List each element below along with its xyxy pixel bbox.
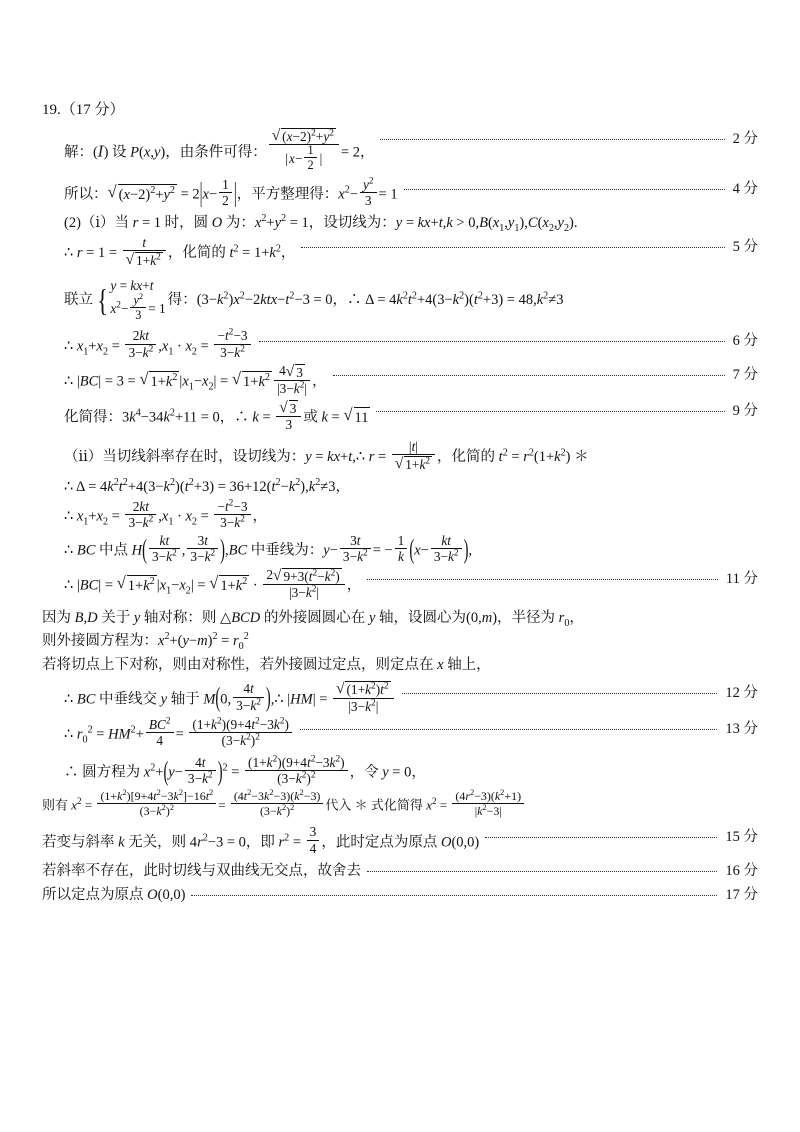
leader-dots: [402, 683, 718, 694]
solution-line: [42, 498, 758, 533]
line-6-text: ∴ $x_1+x_2$ = $\frac{2kt}{3-k^2}$ $,x_1 \cdot x_2$ = $\frac{-t^2-3}{3-k^2}$: [64, 331, 253, 363]
line-2-text: 所以： √ $(x-2)^2+y^2$ = 2|x− $\frac{1}{2}$ |，平方整理得：$x^2-$ $\frac{y^2}{3}$ = 1: [64, 176, 398, 209]
solution-line: [42, 680, 758, 717]
solution-line: [42, 398, 758, 435]
line-score: 5 分: [732, 239, 758, 256]
question-number: 19.: [42, 102, 61, 118]
line-7-text: ∴ |BC| = 3 = √ $1+k^2$ $|x_1-x_2|$ = √ $1+k^2$ 4 √ 3 $|3-k^2|$ ，: [64, 362, 327, 396]
line-score: 7 分: [732, 366, 758, 383]
line-14-text: 因为 B,D 关于 y 轴对称：则 △BCD 的外接圆圆心在 y 轴，设圆心为(0,m)，半径为 $r_0$，: [42, 609, 584, 629]
leader-dots: [259, 331, 725, 342]
line-score: 2 分: [732, 131, 758, 147]
leader-dots: [300, 719, 717, 730]
leader-dots: [380, 129, 724, 140]
solution-line: [42, 126, 758, 177]
line-score: 9 分: [732, 403, 758, 420]
leader-dots: [376, 401, 724, 412]
line-17-text: ∴ BC 中垂线交 y 轴于 M(0, $\frac{4t}{3-k^2}$ ),∴ |HM| = √ $(1+k^2)t^2$ $|3-k^2|$: [64, 683, 396, 717]
line-score: 6 分: [732, 332, 758, 349]
leader-dots: [191, 885, 717, 896]
line-19-text: ∴ 圆方程为 $x^2+(y-$ $\frac{4t}{3-k^2}$ )$^2$ = $\frac{(1+k^2)(9+4t^2-3k^2)}{(3-k^2)^2}$ ，令 y = 0，: [64, 754, 426, 788]
line-score: 11 分: [725, 571, 758, 588]
line-16-text: 若将切点上下对称，则由对称性，若外接圆过定点，则定点在 x 轴上，: [42, 657, 491, 673]
solution-line: [42, 787, 758, 821]
solution-line: [42, 477, 758, 499]
line-11-text: ∴ $x_1+x_2$ = $\frac{2kt}{3-k^2}$ $,x_1 \cdot x_2$ = $\frac{-t^2-3}{3-k^2}$ ，: [64, 498, 268, 530]
solution-line: [42, 213, 758, 235]
line-22-text: 若斜率不存在，此时切线与双曲线无交点，故舍去: [42, 862, 361, 879]
line-score: 17 分: [725, 886, 758, 903]
leader-dots: [301, 237, 724, 248]
leader-dots: [333, 365, 725, 376]
line-20-text: 则有 $x^2$ = $\frac{(1+k^2)[9+4t^2-3k^2]-16t^2}{(3-k^2)^2}$ = $\frac{(4t^2-3k^2-3)(k^2-3)}{(3-k^2)^2}$ 代入 ＊ 式化简得 $x^2$ = $\frac{(4r^2-3)(k^2+1)}{|k^2-3|}$: [42, 792, 526, 821]
leader-dots: [404, 179, 725, 190]
line-3-text: (2)（ⅰ）当 r = 1 时，圆 O 为：$x^2+y^2 = 1$，设切线为：$y = kx+t,k > 0,B(x_1,y_1),C(x_2,y_2)$.: [64, 213, 578, 235]
leader-dots: [367, 861, 717, 872]
line-5-text: 联立 { y = kx+t $x^2-$ $\frac{y^2}{3}$ = 1 得：$(3-k^2)x^2-2ktx-t^2-3 = 0$，∴ $\Delta = 4k^2t^2+4(3-k^2)(t^2+3) = 48,k^2\ne 3$: [64, 277, 564, 322]
line-score: 16 分: [725, 862, 758, 879]
line-4-text: ∴ r = 1 = t √ $1+k^2$ ，化简的 $t^2 = 1+k^2$，: [64, 234, 296, 268]
solution-line: [42, 861, 758, 883]
line-23-text: 所以定点为原点 O(0,0): [42, 886, 186, 903]
question-points: （17 分）: [60, 102, 125, 118]
solution-line: [42, 631, 758, 653]
line-13-text: ∴ |BC| = √ $1+k^2$ $|x_1-x_2|$ = √ $1+k^2$ · 2 √ $9+3(t^2-k^2)$ $|3-k^2|$ ，: [64, 566, 362, 601]
line-15-text: 则外接圆方程为：$x^2+(y-m)^2 = r_0^2$: [42, 631, 249, 653]
solution-body: [42, 98, 758, 908]
line-1-text: 解：(Ⅰ) 设 P(x,y)，由条件可得： √ $(x-2)^2+y^2$ |x− $\frac{1}{2}$ | = 2，: [64, 129, 374, 177]
solution-line: [42, 328, 758, 363]
line-score: 13 分: [725, 720, 758, 737]
line-8-text: 化简得：$3k^4-34k^2+11 = 0$，∴ k = √ 3 3 或 k = √ 11: [64, 398, 369, 432]
line-18-text: ∴ $r_0^2 = HM^2+$ $\frac{BC^2}{4}$ = $\frac{(1+k^2)(9+4t^2-3k^2)}{(3-k^2)^2}$: [64, 719, 294, 751]
line-score: 4 分: [732, 180, 758, 197]
solution-line: [42, 655, 758, 677]
leader-dots: [367, 569, 718, 580]
question-header: [42, 98, 758, 119]
solution-line: [42, 824, 758, 859]
line-10-text: ∴ $\Delta = 4k^2t^2+4(3-k^2)(t^2+3) = 36+12(t^2-k^2),k^2\ne 3$，: [64, 477, 350, 495]
solution-line: [42, 716, 758, 751]
line-9-text: （ⅱ）当切线斜率存在时，设切线为：y = kx+t,∴ r = |t| √ $1+k^2$ ，化简的 $t^2 = r^2(1+k^2)$ ＊: [64, 439, 589, 472]
line-21-text: 若变与斜率 k 无关，则 $4r^2-3 = 0$，即 $r^2$ = $\frac{3}{4}$ ，此时定点为原点 O(0,0): [42, 824, 480, 856]
solution-line: [42, 362, 758, 399]
line-score: 15 分: [725, 828, 758, 845]
line-score: 12 分: [725, 684, 758, 701]
solution-line: [42, 608, 758, 630]
solution-line: [42, 566, 758, 603]
solution-line: [42, 441, 758, 475]
solution-line: [42, 234, 758, 271]
solution-line: [42, 885, 758, 907]
solution-line: [42, 532, 758, 567]
solution-line: [42, 176, 758, 211]
leader-dots: [485, 827, 717, 838]
line-12-text: ∴ BC 中点 H( $\frac{kt}{3-k^2}$ , $\frac{3t}{3-k^2}$ ),BC 中垂线为：y− $\frac{3t}{3-k^2}$ = − $\frac{1}{k}$ (x− $\frac{kt}{3-k^2}$ ),: [64, 532, 473, 565]
solution-line: [42, 277, 758, 325]
solution-line: [42, 754, 758, 789]
